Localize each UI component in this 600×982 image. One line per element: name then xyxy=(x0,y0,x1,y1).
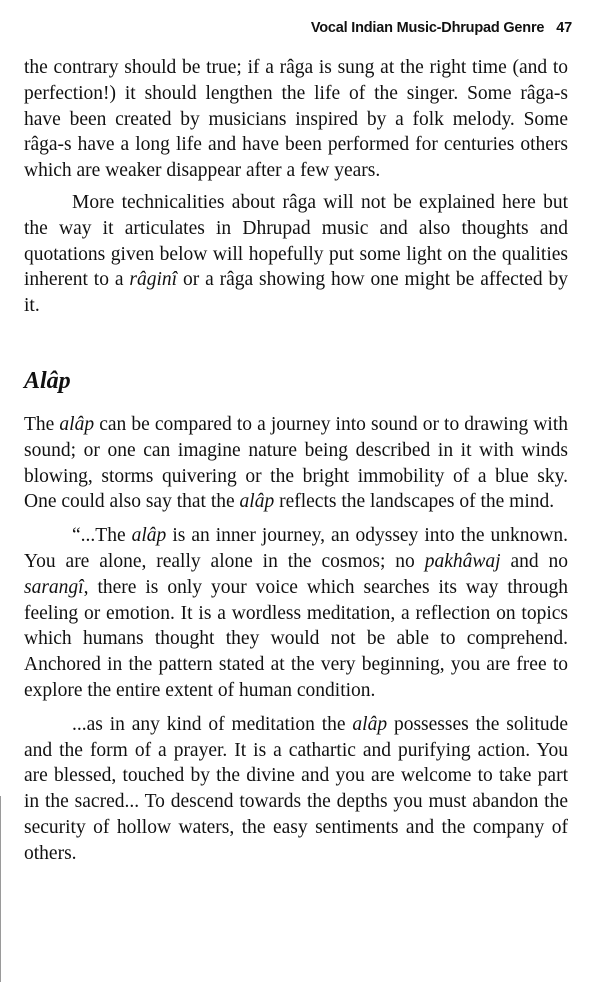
text-run: “...The xyxy=(72,525,132,547)
text-run: and no xyxy=(500,550,569,572)
section-heading: Alâp xyxy=(24,368,71,394)
text-run: , there is only your voice which searches its way through feeling or emotion. It is a wordless meditation, a reflection on topics which humans thought they would not be able to comprehend. Anchored in the pattern stated at the very beginning, you are free to explore the entire extent of human condition. xyxy=(24,576,568,701)
text-run: ...as in any kind of meditation the xyxy=(72,713,353,735)
continued-text-block xyxy=(24,55,568,319)
page-number: 47 xyxy=(556,20,572,36)
text-run: More technicalities about râga will not be explained here but the way it articulates in Dhrupad music and also thoughts and quotations given below will hopefully put some light on the qualities inherent to a xyxy=(24,191,568,291)
section-text-block xyxy=(24,412,568,867)
text-run: can be compared to a journey into sound or to drawing with sound; or one can imagine nature being described in it with winds blowing, storms quivering or the bright immobility of a blue sky. One could also say that the xyxy=(24,414,568,513)
text-run: reflects the landscapes of the mind. xyxy=(274,491,555,513)
italic-term: alâp xyxy=(352,713,388,735)
text-run: is an inner journey, an odyssey into the unknown. You are alone, really alone in the cosmos; no xyxy=(24,525,568,572)
italic-term: alâp xyxy=(239,491,275,513)
running-title: Vocal Indian Music-Dhrupad Genre xyxy=(310,20,545,36)
running-head xyxy=(311,20,572,36)
page-edge-shadow xyxy=(0,796,1,982)
italic-term: sarangî xyxy=(24,576,84,598)
paragraph xyxy=(24,412,568,515)
paragraph xyxy=(24,190,568,319)
text-run: The xyxy=(24,414,60,435)
text-run: the contrary should be true; if a râga is sung at the right time (and to perfection!) it should lengthen the life of the singer. Some râga-s have been created by musicians inspired by a folk melody. Some râga-s have a long life and have been performed for centuries others which are weaker disappear after a few years. xyxy=(24,57,568,182)
text-run: or a râga showing how one might be affected by it. xyxy=(24,269,569,317)
quote-paragraph xyxy=(24,523,568,704)
quote-paragraph xyxy=(24,712,568,867)
italic-term: alâp xyxy=(59,414,95,435)
italic-term: râginî xyxy=(129,269,178,291)
italic-term: alâp xyxy=(131,525,167,547)
italic-term: pakhâwaj xyxy=(424,550,501,572)
text-run: possesses the solitude and the form of a prayer. It is a cathartic and purifying action. You are blessed, touched by the divine and you are welcome to take part in the sacred... To descend towards the depths you must abandon the security of hollow waters, the easy sentiments and the company of others. xyxy=(24,713,569,864)
paragraph xyxy=(24,55,568,184)
